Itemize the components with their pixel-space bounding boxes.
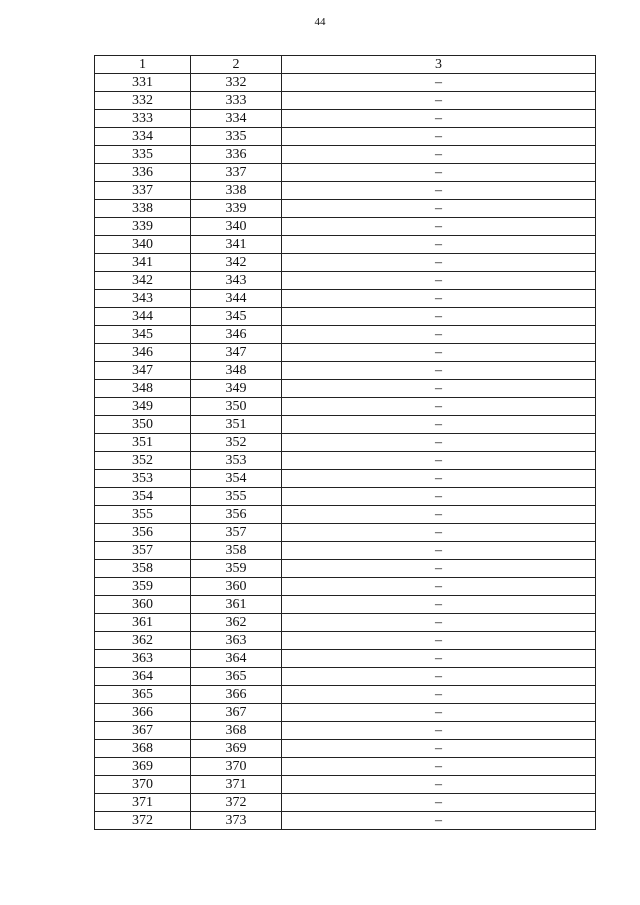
table-cell-col-3: – xyxy=(282,722,596,740)
table-cell-col-3: – xyxy=(282,632,596,650)
table-cell-col-2: 370 xyxy=(191,758,282,776)
table-cell-col-1: 346 xyxy=(95,344,191,362)
table-cell-col-1: 335 xyxy=(95,146,191,164)
table-row xyxy=(95,776,596,794)
table-cell-col-1: 333 xyxy=(95,110,191,128)
table-row xyxy=(95,272,596,290)
table-row xyxy=(95,74,596,92)
table-row xyxy=(95,434,596,452)
table-cell-col-1: 366 xyxy=(95,704,191,722)
table-cell-col-3: – xyxy=(282,146,596,164)
table-cell-col-2: 359 xyxy=(191,560,282,578)
table-cell-col-1: 358 xyxy=(95,560,191,578)
table-cell-col-1: 350 xyxy=(95,416,191,434)
table-cell-col-1: 367 xyxy=(95,722,191,740)
table-cell-col-2: 365 xyxy=(191,668,282,686)
table-row xyxy=(95,308,596,326)
table-cell-col-1: 342 xyxy=(95,272,191,290)
table-cell-col-3: – xyxy=(282,452,596,470)
table-row xyxy=(95,110,596,128)
table-row xyxy=(95,344,596,362)
table-cell-col-3: – xyxy=(282,182,596,200)
table-cell-col-1: 343 xyxy=(95,290,191,308)
table-cell-col-2: 366 xyxy=(191,686,282,704)
table-cell-col-1: 362 xyxy=(95,632,191,650)
table-cell-col-3: – xyxy=(282,668,596,686)
table-cell-col-1: 338 xyxy=(95,200,191,218)
table-cell-col-3: – xyxy=(282,740,596,758)
table-row xyxy=(95,722,596,740)
table-cell-col-1: 340 xyxy=(95,236,191,254)
table-cell-col-2: 351 xyxy=(191,416,282,434)
table-row xyxy=(95,218,596,236)
table-cell-col-3: – xyxy=(282,344,596,362)
column-header-3: 3 xyxy=(282,56,596,74)
table-cell-col-2: 339 xyxy=(191,200,282,218)
table-cell-col-1: 365 xyxy=(95,686,191,704)
table-cell-col-2: 346 xyxy=(191,326,282,344)
table-cell-col-3: – xyxy=(282,812,596,830)
table-cell-col-1: 347 xyxy=(95,362,191,380)
table-cell-col-2: 338 xyxy=(191,182,282,200)
table-row xyxy=(95,254,596,272)
table-cell-col-3: – xyxy=(282,398,596,416)
table-cell-col-1: 336 xyxy=(95,164,191,182)
table-cell-col-2: 335 xyxy=(191,128,282,146)
table-row xyxy=(95,236,596,254)
table-row xyxy=(95,398,596,416)
table-cell-col-1: 370 xyxy=(95,776,191,794)
table-cell-col-1: 337 xyxy=(95,182,191,200)
table-cell-col-3: – xyxy=(282,416,596,434)
table-cell-col-1: 353 xyxy=(95,470,191,488)
table-cell-col-3: – xyxy=(282,128,596,146)
table-cell-col-2: 356 xyxy=(191,506,282,524)
table-cell-col-1: 359 xyxy=(95,578,191,596)
table-cell-col-1: 356 xyxy=(95,524,191,542)
table-cell-col-2: 362 xyxy=(191,614,282,632)
table-cell-col-3: – xyxy=(282,794,596,812)
table-row xyxy=(95,686,596,704)
table-cell-col-3: – xyxy=(282,164,596,182)
table-row xyxy=(95,146,596,164)
table-cell-col-2: 342 xyxy=(191,254,282,272)
table-cell-col-2: 364 xyxy=(191,650,282,668)
table-row xyxy=(95,488,596,506)
table-row xyxy=(95,416,596,434)
table-cell-col-1: 354 xyxy=(95,488,191,506)
table-cell-col-3: – xyxy=(282,290,596,308)
table-cell-col-1: 361 xyxy=(95,614,191,632)
table-cell-col-2: 341 xyxy=(191,236,282,254)
table-cell-col-3: – xyxy=(282,254,596,272)
table-body xyxy=(95,74,596,830)
table-cell-col-2: 358 xyxy=(191,542,282,560)
table-cell-col-3: – xyxy=(282,362,596,380)
table-cell-col-1: 349 xyxy=(95,398,191,416)
table-cell-col-1: 332 xyxy=(95,92,191,110)
table-cell-col-3: – xyxy=(282,578,596,596)
table-cell-col-3: – xyxy=(282,308,596,326)
table-cell-col-2: 354 xyxy=(191,470,282,488)
table-row xyxy=(95,452,596,470)
table-cell-col-2: 343 xyxy=(191,272,282,290)
table-cell-col-3: – xyxy=(282,92,596,110)
table-cell-col-3: – xyxy=(282,200,596,218)
table-cell-col-3: – xyxy=(282,74,596,92)
table-cell-col-1: 345 xyxy=(95,326,191,344)
table-cell-col-2: 369 xyxy=(191,740,282,758)
table-cell-col-3: – xyxy=(282,542,596,560)
table-cell-col-2: 367 xyxy=(191,704,282,722)
table-cell-col-2: 355 xyxy=(191,488,282,506)
table-cell-col-2: 345 xyxy=(191,308,282,326)
table-row xyxy=(95,758,596,776)
table-cell-col-2: 357 xyxy=(191,524,282,542)
table-cell-col-1: 352 xyxy=(95,452,191,470)
table-cell-col-3: – xyxy=(282,380,596,398)
table-row xyxy=(95,668,596,686)
table-row xyxy=(95,614,596,632)
table-cell-col-2: 347 xyxy=(191,344,282,362)
table-cell-col-1: 368 xyxy=(95,740,191,758)
table-row xyxy=(95,632,596,650)
table-cell-col-3: – xyxy=(282,776,596,794)
table-cell-col-2: 349 xyxy=(191,380,282,398)
table-cell-col-1: 372 xyxy=(95,812,191,830)
table-cell-col-2: 373 xyxy=(191,812,282,830)
table-cell-col-2: 340 xyxy=(191,218,282,236)
table-cell-col-3: – xyxy=(282,758,596,776)
table-cell-col-1: 364 xyxy=(95,668,191,686)
table-row xyxy=(95,380,596,398)
table-cell-col-1: 339 xyxy=(95,218,191,236)
table-cell-col-3: – xyxy=(282,326,596,344)
table-cell-col-3: – xyxy=(282,704,596,722)
table-cell-col-2: 368 xyxy=(191,722,282,740)
table-cell-col-2: 348 xyxy=(191,362,282,380)
table-cell-col-3: – xyxy=(282,596,596,614)
column-header-2: 2 xyxy=(191,56,282,74)
table-row xyxy=(95,92,596,110)
table-cell-col-1: 369 xyxy=(95,758,191,776)
table-cell-col-3: – xyxy=(282,236,596,254)
table-cell-col-1: 371 xyxy=(95,794,191,812)
table-cell-col-1: 357 xyxy=(95,542,191,560)
table-row xyxy=(95,704,596,722)
table-cell-col-2: 344 xyxy=(191,290,282,308)
table-cell-col-2: 352 xyxy=(191,434,282,452)
table-cell-col-3: – xyxy=(282,614,596,632)
table-cell-col-1: 344 xyxy=(95,308,191,326)
table-row xyxy=(95,560,596,578)
table-row xyxy=(95,524,596,542)
table-row xyxy=(95,596,596,614)
table-cell-col-2: 360 xyxy=(191,578,282,596)
table-cell-col-3: – xyxy=(282,560,596,578)
table-row xyxy=(95,164,596,182)
table-cell-col-1: 363 xyxy=(95,650,191,668)
table-cell-col-1: 334 xyxy=(95,128,191,146)
table-cell-col-1: 355 xyxy=(95,506,191,524)
table-row xyxy=(95,578,596,596)
table-cell-col-3: – xyxy=(282,272,596,290)
table-header-row xyxy=(95,56,596,74)
table-cell-col-2: 337 xyxy=(191,164,282,182)
table-row xyxy=(95,182,596,200)
table-cell-col-3: – xyxy=(282,488,596,506)
table-cell-col-1: 341 xyxy=(95,254,191,272)
data-table xyxy=(94,55,596,830)
table-cell-col-3: – xyxy=(282,524,596,542)
table-cell-col-3: – xyxy=(282,470,596,488)
table-row xyxy=(95,200,596,218)
table-cell-col-2: 333 xyxy=(191,92,282,110)
table-row xyxy=(95,506,596,524)
table-cell-col-2: 353 xyxy=(191,452,282,470)
table-cell-col-3: – xyxy=(282,686,596,704)
table-cell-col-3: – xyxy=(282,110,596,128)
table-row xyxy=(95,812,596,830)
table-cell-col-1: 331 xyxy=(95,74,191,92)
table-row xyxy=(95,326,596,344)
table-cell-col-2: 363 xyxy=(191,632,282,650)
table-row xyxy=(95,362,596,380)
table-cell-col-3: – xyxy=(282,650,596,668)
table-cell-col-3: – xyxy=(282,434,596,452)
table-cell-col-2: 332 xyxy=(191,74,282,92)
table-cell-col-3: – xyxy=(282,218,596,236)
table-row xyxy=(95,128,596,146)
table-cell-col-2: 350 xyxy=(191,398,282,416)
table-row xyxy=(95,290,596,308)
table-cell-col-2: 372 xyxy=(191,794,282,812)
column-header-1: 1 xyxy=(95,56,191,74)
table-cell-col-2: 334 xyxy=(191,110,282,128)
table-cell-col-2: 371 xyxy=(191,776,282,794)
table-row xyxy=(95,794,596,812)
page-number: 44 xyxy=(314,16,326,28)
table-row xyxy=(95,650,596,668)
table-cell-col-2: 361 xyxy=(191,596,282,614)
table-row xyxy=(95,740,596,758)
table-cell-col-1: 348 xyxy=(95,380,191,398)
table-cell-col-3: – xyxy=(282,506,596,524)
table-cell-col-1: 351 xyxy=(95,434,191,452)
table-cell-col-2: 336 xyxy=(191,146,282,164)
table-row xyxy=(95,470,596,488)
table-row xyxy=(95,542,596,560)
table-cell-col-1: 360 xyxy=(95,596,191,614)
